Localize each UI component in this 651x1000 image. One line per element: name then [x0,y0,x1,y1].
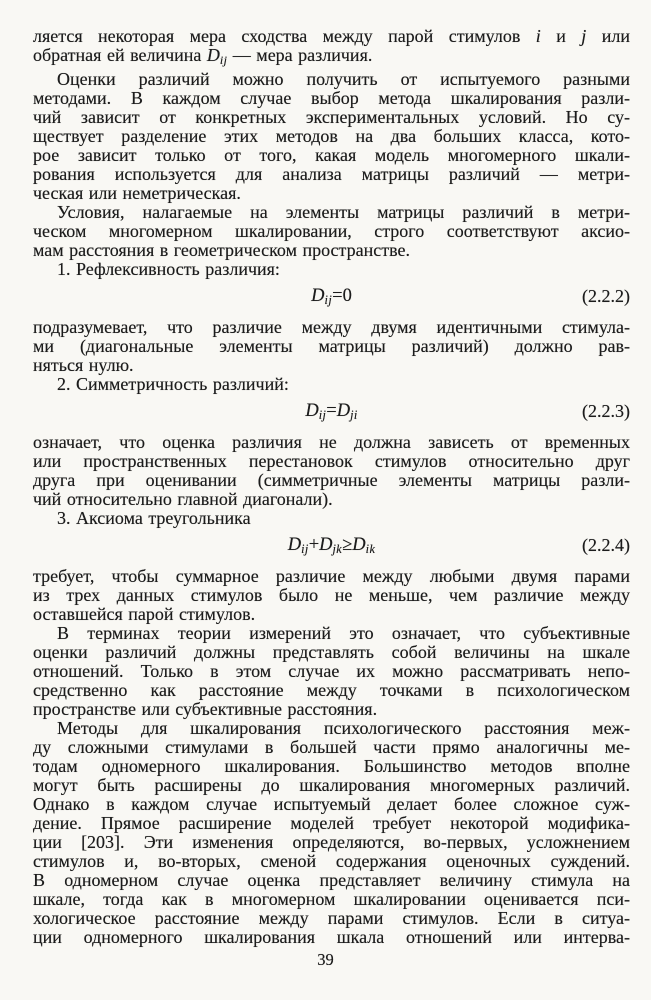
text-line [33,605,630,624]
formula-expression [288,535,376,555]
text-line [33,356,630,375]
text-run: рое зависит только от того, какая модель многомерного шкали- [33,144,630,165]
equation-number: (2.2.4) [582,535,630,556]
formula-run: = [326,401,337,422]
text-run: оставшейся парой стимулов. [33,604,256,625]
text-line [33,203,630,222]
text-run: Условия, налагаемые на элементы матрицы различий в метри- [57,201,630,222]
text-run: ческая или неметрическая. [33,182,241,203]
text-line [33,681,630,700]
text-run: из трех данных стимулов было не меньше, чем различие между [33,585,630,606]
text-line [33,833,630,852]
math-run: i [535,26,541,46]
text-run: средственно как расстояние между точками в психологическом [33,680,630,701]
text-run: тодам одномерного шкалирования. Большинство методов вполне [33,756,630,777]
text-run: и [540,26,582,46]
formula-run: D [336,401,351,422]
text-line [33,814,630,833]
text-run: или пространственных перестановок стимулов относительно друг [33,451,630,472]
text-line [33,184,630,203]
text-run: требует, чтобы суммарное различие между любыми двумя парами [33,566,630,587]
text-line [33,586,630,605]
text-run: ции одномерного шкалирования шкала отношений или интерва- [33,927,630,948]
text-run: Методы для шкалирования психологического расстояния меж- [57,718,630,739]
text-line [33,871,630,890]
formula-line [33,287,630,310]
text-line [33,70,630,89]
text-line [33,452,630,471]
text-run: подразумевает, что различие между двумя идентичными стимула- [33,317,630,338]
text-run: ческом многомерном шкалировании, строго соответствуют аксио- [33,220,630,241]
text-line [33,260,630,279]
text-run: ду сложными стимулами в большей части прямо аналогичны ме- [33,737,630,758]
text-run: пространстве или субъективные расстояния. [33,699,378,720]
math-run: D [206,45,220,65]
text-run: няться нулю. [33,355,134,376]
text-run: ции [203]. Эти изменения определяются, во-первых, усложнением [33,832,630,853]
text-run: отношений. Только в этом случае их можно рассматривать непо- [33,661,630,682]
formula-run: =0 [332,285,352,306]
text-run: В терминах теории измерений это означает, что субъективные [57,623,630,644]
text-line [33,795,630,814]
text-line [33,433,630,452]
formula-run: ij [318,408,327,423]
text-line [33,776,630,795]
text-run: Оценки различий можно получить от испытуемого разными [57,68,630,89]
text-line [33,27,630,46]
text-line [33,222,630,241]
text-run: рования используется для анализа матрицы различий — метри- [33,163,630,184]
formula-expression [305,401,357,421]
text-line [33,490,630,509]
formula-run: jk [332,542,343,557]
text-run: хологическое расстояние между парами стимулов. Если в ситуа- [33,908,630,929]
text-line [33,700,630,719]
text-run: обратная ей величина [33,45,207,65]
text-line [33,643,630,662]
formula-run: ik [365,542,376,557]
text-line [33,46,630,70]
text-line [33,89,630,108]
text-run: мам расстояния в геометрическом пространстве. [33,239,410,260]
text-line [33,890,630,909]
text-run: ляется некоторая мера сходства между парой стимулов [33,26,536,46]
text-line [33,624,630,643]
text-run: означает, что оценка различия не должна зависеть от временных [33,432,630,453]
math-run: ij [219,52,228,67]
text-line [33,241,630,260]
text-block [33,27,630,947]
text-line [33,662,630,681]
text-run: чий относительно главной диагонали). [33,489,333,510]
text-line [33,909,630,928]
text-run: оценки различий должны представлять собой величины на шкале [33,642,630,663]
formula-run: D [287,535,302,556]
text-run: могут быть расширены до шкалирования многомерных различий. [33,775,630,796]
text-line [33,108,630,127]
equation-number: (2.2.2) [582,285,630,306]
text-line [33,928,630,947]
formula-run: D [352,535,366,556]
text-run: — мера различия. [227,45,373,65]
text-line [33,509,630,528]
text-run: ществует разделение этих методов на два больших класса, кото- [33,125,630,146]
text-run: В одномерном случае оценка представляет величину стимула на [33,870,630,891]
text-line [33,567,630,586]
formula-run: D [319,535,333,556]
formula-expression [311,286,352,306]
text-run: чий зависит от конкретных экспериментальных условий. Но су- [33,106,630,127]
text-run: 1. Рефлексивность различия: [57,258,280,279]
formula-run: + [308,535,320,556]
equation-number: (2.2.3) [582,401,630,422]
text-line [33,738,630,757]
text-run: дение. Прямое расширение моделей требует некоторой модифика- [33,813,630,834]
formula-run: ji [350,408,358,423]
text-run: Однако в каждом случае испытуемый делает более сложное суж- [33,794,630,815]
text-line [33,146,630,165]
formula-run: ≥ [342,535,353,556]
text-run: или [586,26,630,46]
formula-line [33,402,630,425]
formula-run: D [305,401,319,422]
text-line [33,471,630,490]
text-line [33,375,630,394]
formula-line [33,536,630,559]
text-run: методами. В каждом случае выбор метода шкалирования разли- [33,87,630,108]
text-run: друга при оценивании (симметричные элементы матрицы разли- [33,470,630,491]
page-number: 39 [317,950,334,969]
math-run: j [581,26,587,46]
formula-run: D [311,285,325,306]
text-line [33,337,630,356]
text-line [33,318,630,337]
formula-run: ij [324,293,333,308]
text-run: шкале, тогда как в многомерном шкалировании оценивается пси- [33,889,630,910]
text-run: ми (диагональные элементы матрицы различий) должно рав- [33,336,630,357]
text-line [33,165,630,184]
text-line [33,852,630,871]
text-run: стимулов и, во-вторых, сменой содержания оценочных суждений. [33,851,630,872]
text-line [33,719,630,738]
text-line [33,757,630,776]
text-run: 3. Аксиома треугольника [57,508,251,529]
formula-run: ij [301,542,309,557]
text-run: 2. Симметричность различий: [57,374,289,395]
text-line [33,127,630,146]
